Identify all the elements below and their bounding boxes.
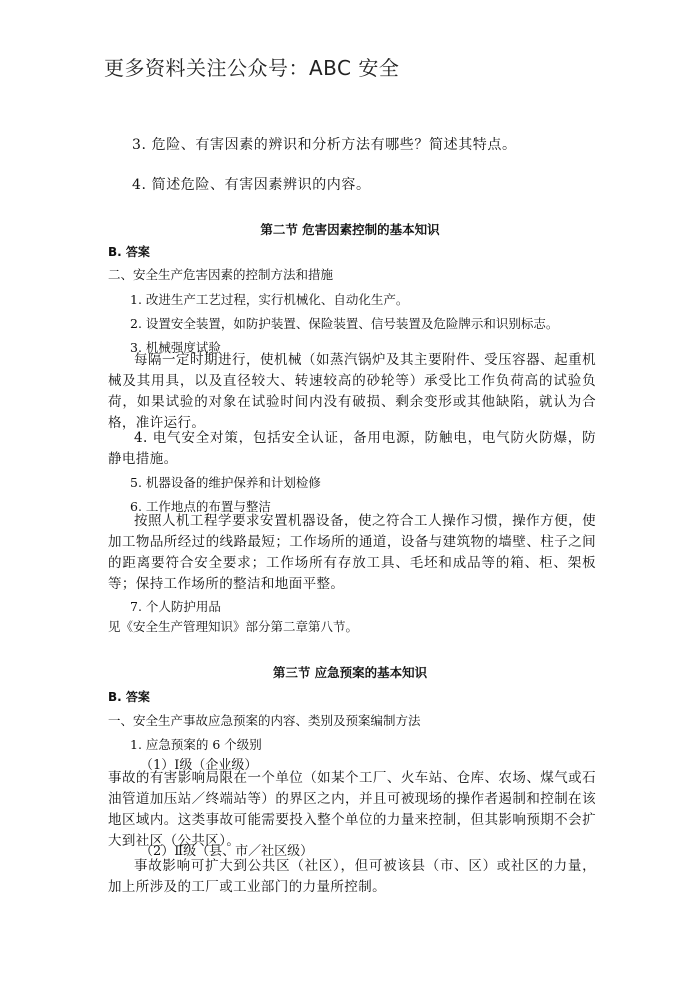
section-2-item-3: 3. 机械强度试验: [130, 340, 221, 355]
section-2-item-7: 7. 个人防护用品: [130, 599, 221, 614]
section-2-item-1: 1. 改进生产工艺过程，实行机械化、自动化生产。: [130, 292, 409, 307]
section-2-item-5: 5. 机器设备的维护保养和计划检修: [130, 475, 321, 490]
section-2-item-3-paragraph: 每隔一定时期进行，使机械（如蒸汽锅炉及其主要附件、受压容器、起重机械及其用具，以及直径较大、转速较高的砂轮等）承受比工作负荷高的试验负荷，如果试验的对象在试验时间内没有破损、剩余变形或其他缺陷，就认为合格，准许运行。: [108, 352, 596, 431]
question-4: 4. 简述危险、有害因素辨识的内容。: [132, 177, 371, 193]
section-3-level-1: （1）Ⅰ级（企业级）: [140, 758, 258, 773]
page-header-watermark: 更多资料关注公众号：ABC 安全: [104, 56, 400, 80]
section-2-heading: 二、安全生产危害因素的控制方法和措施: [108, 267, 334, 282]
section-3-title: 第三节 应急预案的基本知识: [272, 665, 428, 680]
section-2-item-7-reference: 见《安全生产管理知识》部分第二章第八节。: [108, 619, 359, 634]
section-3-answer-label: B. 答案: [108, 690, 150, 704]
section-3-level-1-paragraph: 事故的有害影响局限在一个单位（如某个工厂、火车站、仓库、农场、煤气或石油管道加压站／终端站等）的界区之内，并且可被现场的操作者遏制和控制在该地区域内。这类事故可能需要投入整个单位的力量来控制，但其影响预期不会扩大到社区（公共区）。: [108, 770, 596, 849]
section-2-item-6: 6. 工作地点的布置与整洁: [130, 499, 271, 514]
section-2-item-6-paragraph: 按照人机工程学要求安置机器设备，使之符合工人操作习惯，操作方便，使加工物品所经过的线路最短；工作场所的通道，设备与建筑物的墙壁、柱子之间的距离要符合安全要求；工作场所有存放工具、毛坯和成品等的箱、柜、架板等；保持工作场所的整洁和地面平整。: [108, 513, 596, 592]
question-3: 3. 危险、有害因素的辨识和分析方法有哪些？简述其特点。: [132, 137, 517, 153]
section-3-level-2: （2）Ⅱ级（县、市／社区级）: [140, 844, 314, 859]
section-2-answer-label: B. 答案: [108, 245, 150, 259]
section-2-item-4-paragraph: 4. 电气安全对策，包括安全认证，备用电源，防触电，电气防火防爆，防静电措施。: [108, 430, 596, 467]
section-2-item-2: 2. 设置安全装置，如防护装置、保险装置、信号装置及危险牌示和识别标志。: [130, 316, 559, 331]
section-3-item-1: 1. 应急预案的 6 个级别: [130, 737, 262, 752]
section-3-level-2-paragraph: 事故影响可扩大到公共区（社区），但可被该县（市、区）或社区的力量，加上所涉及的工厂或工业部门的力量所控制。: [108, 858, 596, 895]
section-3-heading: 一、安全生产事故应急预案的内容、类别及预案编制方法: [108, 713, 421, 728]
section-2-title: 第二节 危害因素控制的基本知识: [260, 222, 440, 237]
